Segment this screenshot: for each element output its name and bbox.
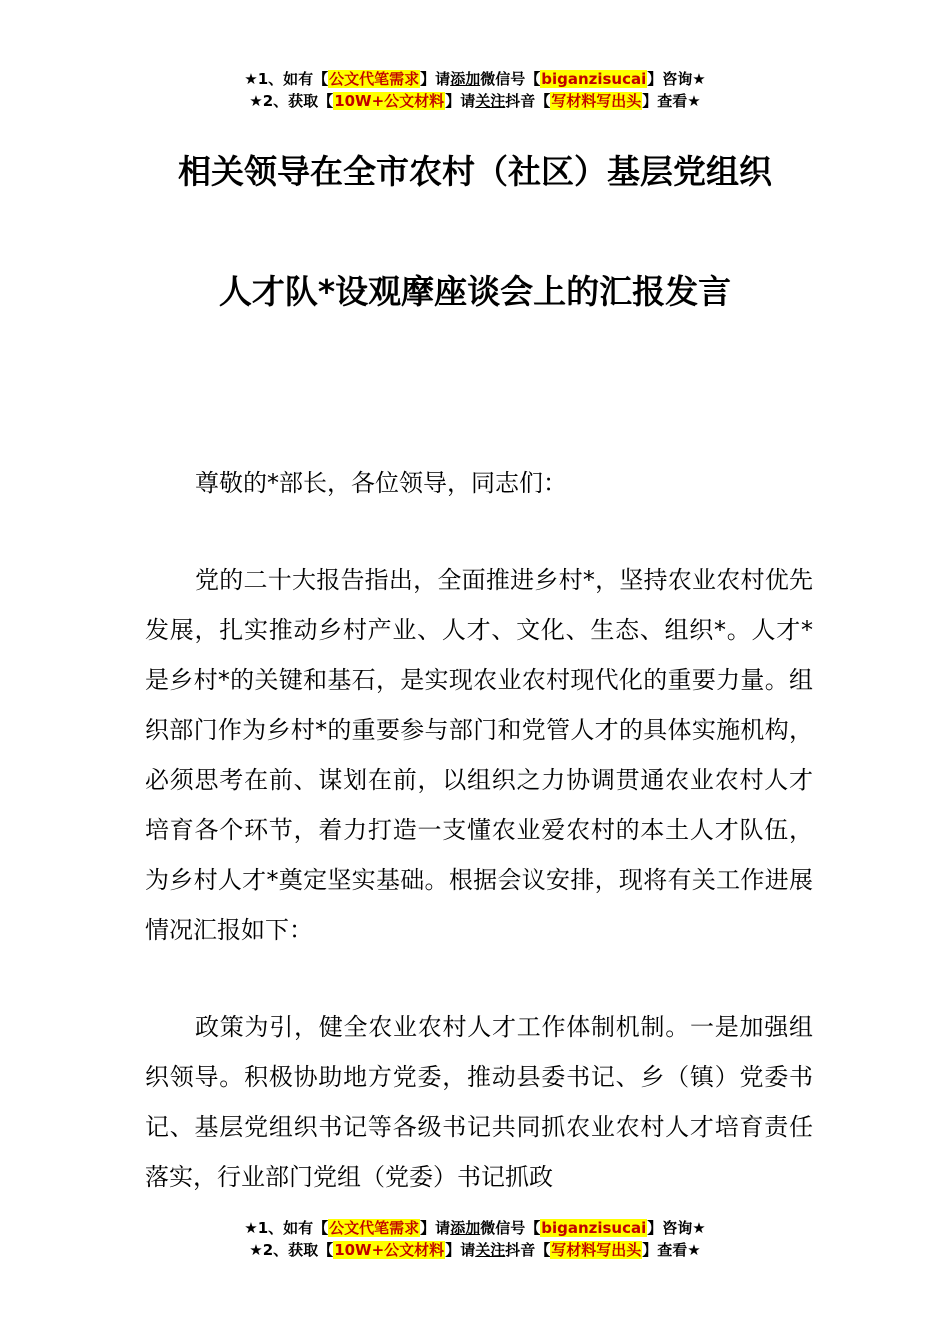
banner-line-2: ★2、获取【10W+公文材料】请关注抖音【写材料写出头】查看★ bbox=[249, 92, 701, 110]
banner-line-2: ★2、获取【10W+公文材料】请关注抖音【写材料写出头】查看★ bbox=[249, 1241, 701, 1259]
banner-highlight: 10W+公文材料 bbox=[334, 1241, 445, 1259]
banner-highlight: biganzisucai bbox=[541, 1219, 647, 1237]
header-banner bbox=[0, 68, 950, 112]
banner-line-1: ★1、如有【公文代笔需求】请添加微信号【biganzisucai】咨询★ bbox=[244, 70, 706, 88]
banner-highlight: 公文代笔需求 bbox=[329, 70, 420, 88]
body-paragraph-2: 政策为引，健全农业农村人才工作体制机制。一是加强组织领导。积极协助地方党委，推动县委书记、乡（镇）党委书记、基层党组织书记等各级书记共同抓农业农村人才培育责任落实，行业部门党组（党委）书记抓政 bbox=[145, 1013, 813, 1191]
banner-highlight: 写材料写出头 bbox=[551, 92, 642, 110]
footer-banner bbox=[0, 1217, 950, 1261]
greeting: 尊敬的*部长，各位领导，同志们： bbox=[195, 469, 567, 497]
document-title-line-1: 相关领导在全市农村（社区）基层党组织 bbox=[178, 152, 772, 191]
banner-line-1: ★1、如有【公文代笔需求】请添加微信号【biganzisucai】咨询★ bbox=[244, 1219, 706, 1237]
banner-highlight: 10W+公文材料 bbox=[334, 92, 445, 110]
document-title-line-2: 人才队*设观摩座谈会上的汇报发言 bbox=[218, 272, 732, 311]
banner-highlight: 公文代笔需求 bbox=[329, 1219, 420, 1237]
banner-highlight: biganzisucai bbox=[541, 70, 647, 88]
body-paragraph-1: 党的二十大报告指出，全面推进乡村*，坚持农业农村优先发展，扎实推动乡村产业、人才、文化、生态、组织*。人才*是乡村*的关键和基石，是实现农业农村现代化的重要力量。组织部门作为乡村*的重要参与部门和党管人才的具体实施机构，必须思考在前、谋划在前，以组织之力协调贯通农业农村人才培育各个环节，着力打造一支懂农业爱农村的本土人才队伍，为乡村人才*奠定坚实基础。根据会议安排，现将有关工作进展情况汇报如下： bbox=[145, 566, 813, 944]
banner-highlight: 写材料写出头 bbox=[551, 1241, 642, 1259]
